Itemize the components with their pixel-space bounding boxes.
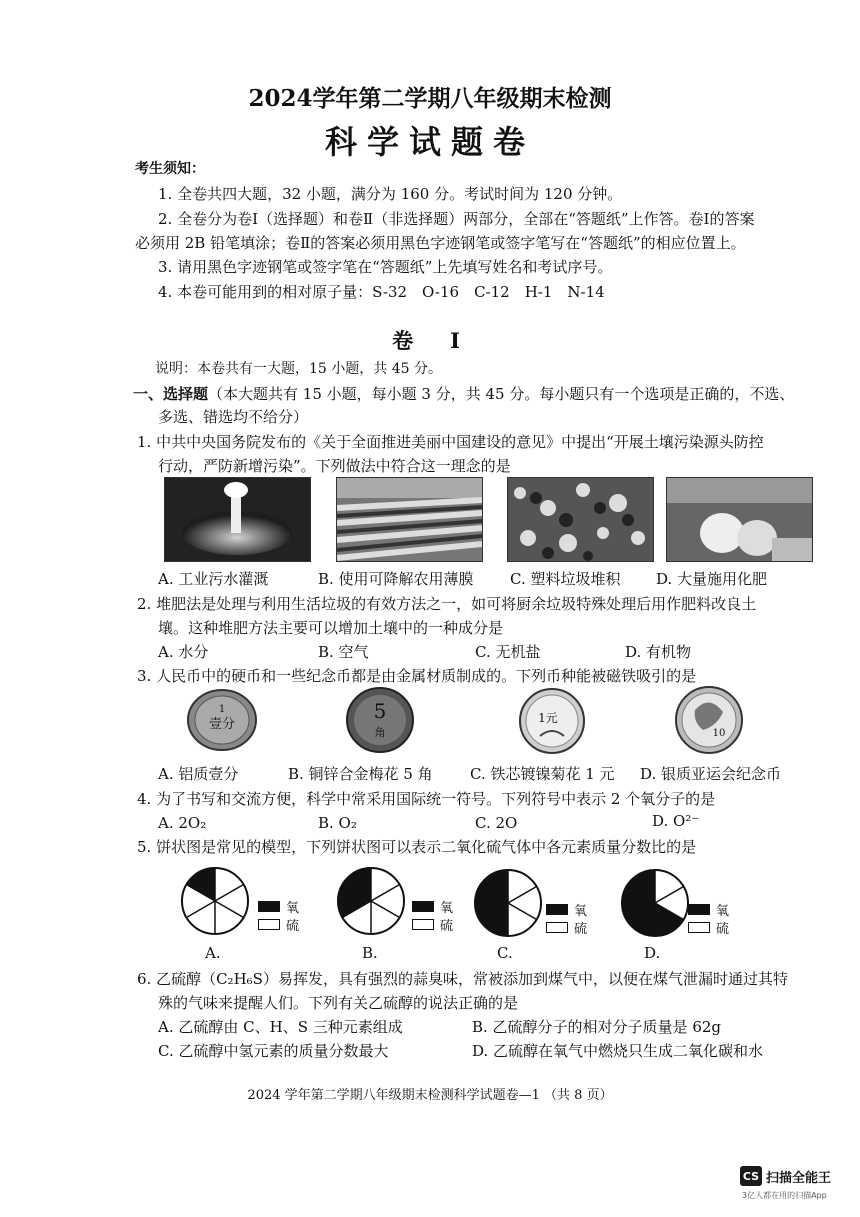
q6-stem-cont: 殊的气味来提醒人们。下列有关乙硫醇的说法正确的是 [158, 994, 519, 1012]
q1-option-b: B. 使用可降解农用薄膜 [318, 570, 474, 588]
q6-stem: 6. 乙硫醇（C₂H₆S）易挥发，具有强烈的蒜臭味，常被添加到煤气中，以便在煤气泄漏时通过其特 [137, 970, 788, 988]
q1-option-c: C. 塑料垃圾堆积 [510, 570, 621, 588]
legend-swatch-oxygen [688, 904, 710, 915]
exam-title: 2024学年第二学期八年级期末检测 [248, 85, 612, 112]
q2-option-b: B. 空气 [318, 643, 369, 661]
q5-stem: 5. 饼状图是常见的模型，下列饼状图可以表示二氧化硫气体中各元素质量分数比的是 [137, 838, 697, 856]
scanner-watermark [740, 1166, 831, 1186]
pie-label-c: C. [497, 944, 513, 962]
coin-text: 1元 [538, 711, 558, 725]
aluminum-coin-icon [186, 688, 258, 752]
plastic-garbage-photo [507, 477, 654, 562]
part-desc-cont: 多选、错选均不给分） [158, 408, 309, 426]
sewage-irrigation-photo [164, 477, 311, 562]
pie-label-a: A. [205, 944, 221, 962]
q4-stem: 4. 为了书写和交流方便，科学中常采用国际统一符号。下列符号中表示 2 个氧分子的是 [137, 790, 716, 808]
notice-heading: 考生须知： [135, 161, 205, 177]
notice-item: 4. 本卷可能用到的相对原子量：S-32 O-16 C-12 H-1 N-14 [158, 283, 605, 301]
legend-label-sulfur: 硫 [440, 919, 454, 934]
legend-swatch-oxygen [546, 904, 568, 915]
notice-item: 2. 全卷分为卷Ⅰ（选择题）和卷Ⅱ（非选择题）两部分，全部在“答题纸”上作答。卷Ⅰ的答案 [158, 210, 755, 228]
q6-option-a: A. 乙硫醇由 C、H、S 三种元素组成 [158, 1018, 403, 1036]
page-footer: 2024 学年第二学期八年级期末检测科学试题卷—1 （共 8 页） [247, 1088, 613, 1103]
coin-text: 1 [218, 704, 226, 715]
q4-option-d: D. O²⁻ [652, 812, 700, 830]
coin-text: 壹分 [208, 717, 236, 732]
q1-option-a: A. 工业污水灌溉 [158, 570, 269, 588]
q2-stem: 2. 堆肥法是处理与利用生活垃圾的有效方法之一，如可将厨余垃圾特殊处理后用作肥料改良土 [137, 595, 757, 613]
q2-option-c: C. 无机盐 [475, 643, 541, 661]
legend-label-oxygen: 氧 [716, 904, 730, 919]
coin-text: 角 [374, 726, 386, 739]
legend-label-sulfur: 硫 [286, 919, 300, 934]
legend-label-oxygen: 氧 [574, 904, 588, 919]
fertilizer-bags-photo [666, 477, 813, 562]
scanner-name: 扫描全能王 [766, 1170, 832, 1186]
q3-option-b: B. 铜锌合金梅花 5 角 [288, 765, 433, 783]
part-label: 一、选择题 [133, 385, 209, 403]
legend-swatch-oxygen [258, 901, 280, 912]
scanner-slogan: 3亿人都在用的扫描App [742, 1191, 827, 1200]
legend-swatch-sulfur [412, 919, 434, 930]
q6-option-d: D. 乙硫醇在氧气中燃烧只生成二氧化碳和水 [472, 1042, 764, 1060]
notice-item: 必须用 2B 铅笔填涂；卷Ⅱ的答案必须用黑色字迹钢笔或签字笔写在“答题纸”的相应位置上。 [135, 234, 746, 252]
q4-option-a: A. 2O₂ [158, 814, 207, 832]
plastic-film-field-photo [336, 477, 483, 562]
q3-option-d: D. 银质亚运会纪念币 [640, 765, 782, 783]
notice-item: 1. 全卷共四大题，32 小题，满分为 160 分。考试时间为 120 分钟。 [158, 185, 623, 203]
q2-stem-cont: 壤。这种堆肥方法主要可以增加土壤中的一种成分是 [158, 619, 504, 637]
q2-option-d: D. 有机物 [625, 643, 692, 661]
brass-coin-icon [345, 686, 415, 754]
legend-label-sulfur: 硫 [716, 922, 730, 937]
q2-option-a: A. 水分 [158, 643, 209, 661]
notice-item: 3. 请用黑色字迹钢笔或签字笔在“答题纸”上先填写姓名和考试序号。 [158, 258, 613, 276]
q6-option-c: C. 乙硫醇中氢元素的质量分数最大 [158, 1042, 389, 1060]
part-desc: （本大题共有 15 小题，每小题 3 分，共 45 分。每小题只有一个选项是正确的，不选、 [208, 385, 795, 403]
q1-stem-cont: 行动，严防新增污染”。下列做法中符合这一理念的是 [158, 457, 511, 475]
q4-option-b: B. O₂ [318, 814, 357, 832]
legend-swatch-sulfur [258, 919, 280, 930]
pie-label-b: B. [362, 944, 378, 962]
scanner-logo-icon: CS [740, 1166, 762, 1186]
legend-label-sulfur: 硫 [574, 922, 588, 937]
exam-subtitle: 科学试题卷 [324, 123, 535, 161]
legend-swatch-sulfur [688, 922, 710, 933]
legend-label-oxygen: 氧 [440, 901, 454, 916]
q3-stem: 3. 人民币中的硬币和一些纪念币都是由金属材质制成的。下列币种能被磁铁吸引的是 [137, 667, 697, 685]
q1-stem: 1. 中共中央国务院发布的《关于全面推进美丽中国建设的意见》中提出“开展土壤污染源头防控 [137, 433, 764, 451]
q3-option-c: C. 铁芯镀镍菊花 1 元 [470, 765, 615, 783]
q4-option-c: C. 2O [475, 814, 518, 832]
pie-slice-oxygen [475, 870, 508, 936]
nickel-coin-icon [518, 688, 586, 754]
coin-text: 10 [712, 728, 726, 739]
section-title: 卷 Ⅰ [392, 328, 468, 353]
legend-swatch-oxygen [412, 901, 434, 912]
q3-option-a: A. 铝质壹分 [158, 765, 239, 783]
silver-coin-icon [673, 686, 745, 754]
coin-text: 5 [373, 699, 387, 723]
q1-option-d: D. 大量施用化肥 [656, 570, 768, 588]
q6-option-b: B. 乙硫醇分子的相对分子质量是 62g [472, 1018, 722, 1036]
legend-swatch-sulfur [546, 922, 568, 933]
section-note: 说明：本卷共有一大题，15 小题，共 45 分。 [155, 361, 442, 377]
legend-label-oxygen: 氧 [286, 901, 300, 916]
pie-label-d: D. [644, 944, 661, 962]
